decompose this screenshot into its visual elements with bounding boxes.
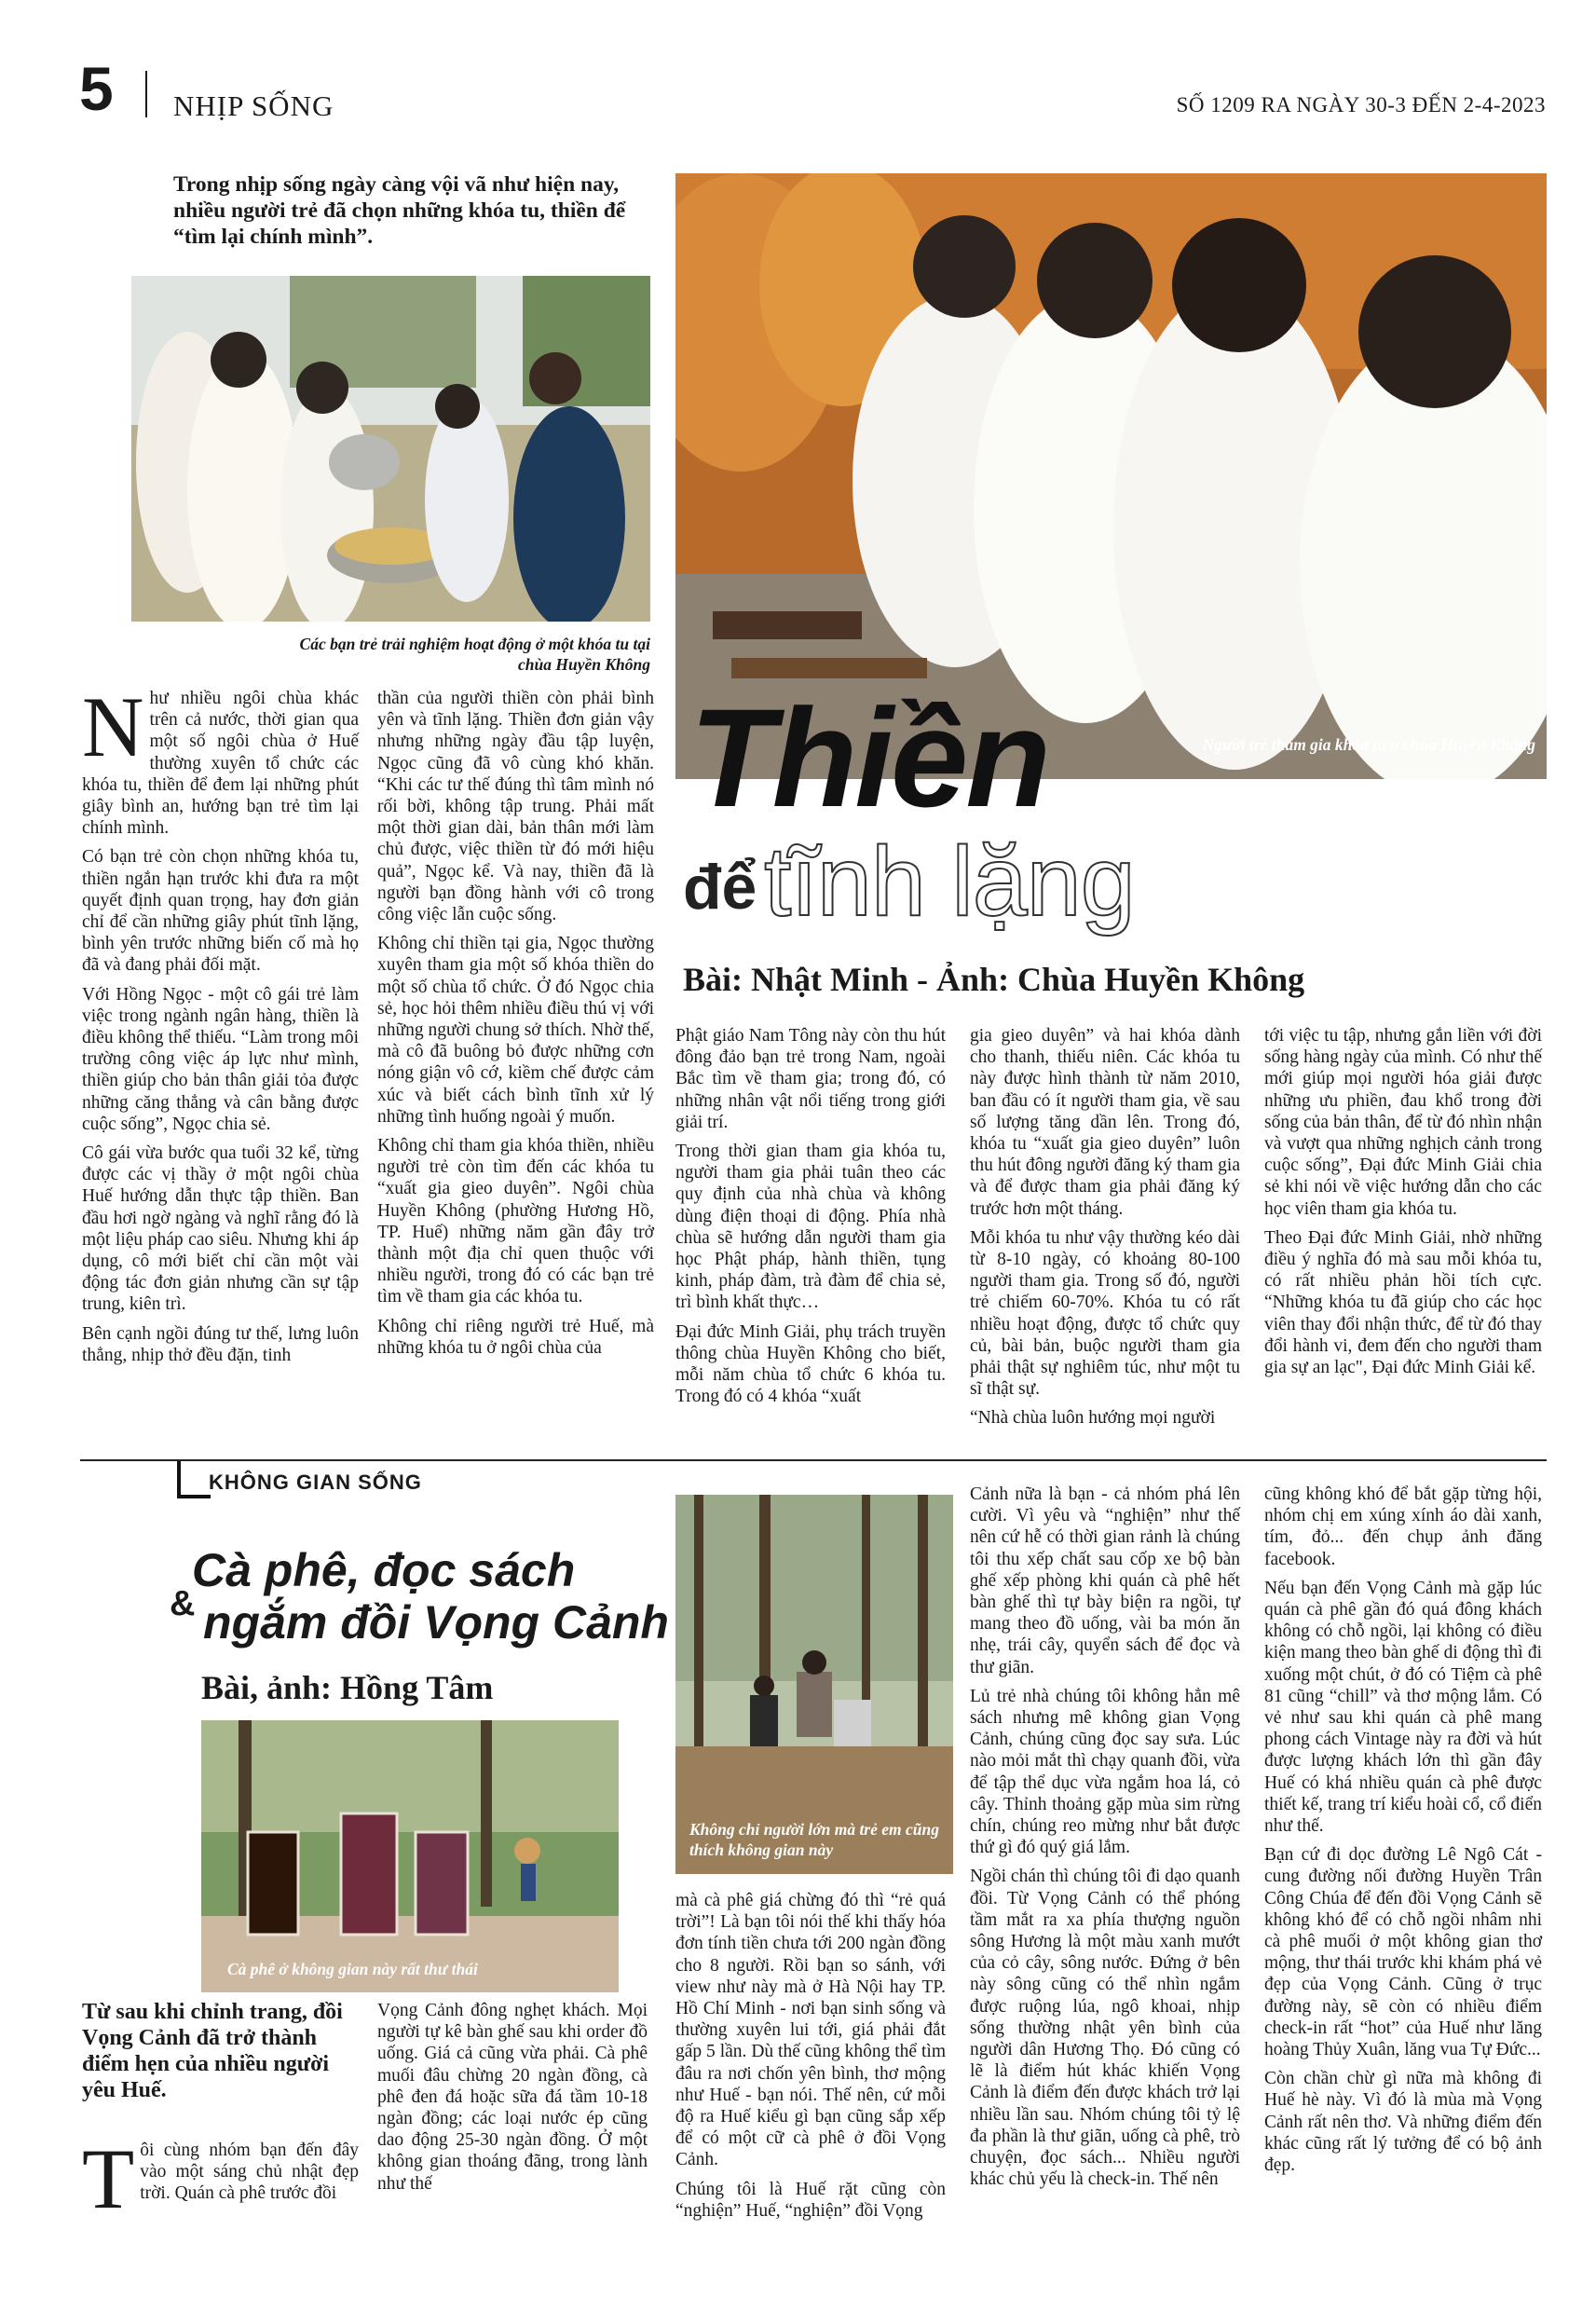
page-number: 5 [79,54,114,123]
paragraph: ôi cùng nhóm bạn đến đây vào một sáng chủ nhật đẹp trời. Quán cà phê trước đồi [140,2141,359,2204]
article2-title-line2: ngắm đồi Vọng Cảnh [203,1596,669,1648]
article2-photo-coffee [201,1720,619,1992]
article2-title-line1: Cà phê, đọc sách [192,1544,576,1596]
article2-byline: Bài, ảnh: Hồng Tâm [201,1669,494,1706]
article1-col1 [82,679,359,1374]
section-divider [80,1459,1547,1461]
paragraph: Nếu bạn đến Vọng Cảnh mà gặp lúc quán cà phê gần đó quá đông khách không có chỗ ngồi, lại không có điều kiện mang theo bàn ghế di động thì đi xuống một chút, ở đó có Tiệm cà phê 81 cũng “chill” và thơ mộng lắm. Có vẻ như sau khi quán cà phê mang phong cách Vintage này ra đời và hút được lượng khách lớn thì gần đây Huế có khá nhiều quán cà phê được thiết kế, trang trí kiểu hoài cổ, cổ điển như thế. [1264,1578,1542,1837]
paragraph: Không chỉ thiền tại gia, Ngọc thường xuyên tham gia một số khóa thiền do một số chùa tổ chức. Ở đó Ngọc chia sẻ, học hỏi thêm nhiều điều thú vị với những người chung sở thích. Nhờ thế, mà cô đã buông bỏ được những cơn nóng giận vô cớ, kiềm chế được cảm xúc và biết cách bình tĩnh xử lý những tình huống ngoài ý muốn. [377,934,654,1127]
article2-photo-forest [675,1495,953,1874]
header-divider [145,71,147,117]
kicker-bracket [177,1461,211,1498]
paragraph: “Nhà chùa luôn hướng mọi người [970,1408,1216,1429]
issue-info: SỐ 1209 RA NGÀY 30-3 ĐẾN 2-4-2023 [1176,93,1546,116]
paragraph: Không chỉ tham gia khóa thiền, nhiều người trẻ còn tìm đến các khóa tu “xuất gia gieo duyên”. Ngôi chùa Huyền Không (phường Hương Hồ, TP. Huế) những năm gần đây trở thành một địa chỉ quen thuộc với nhiều người, trong đó có các bạn trẻ tìm về tham gia các khóa tu. [377,1136,654,1307]
paragraph: tới việc tu tập, nhưng gắn liền với đời sống hàng ngày của mình. Có như thế mới giúp mọi người hóa giải được những ưu phiền, đau khổ trong đời sống của bản thân, để từ đó nhìn nhận và vượt qua những nghịch cảnh trong cuộc sống”, Đại đức Minh Giải chia sẻ khi nói về việc hướng dẫn cho các học viên tham gia khóa tu. [1264,1026,1542,1219]
article2-photo2-caption: Không chỉ người lớn mà trẻ em cũng thích không gian này [689,1820,939,1859]
paragraph: Trong thời gian tham gia khóa tu, người tham gia phải tuân theo các quy định của nhà chùa và không dùng điện thoại di động. Phía nhà chùa sẽ hướng dẫn người tham gia học Phật pháp, hành thiền, tụng kinh, pháp đàm, trà đàm để chia sẻ, trì bình khất thực… [675,1142,946,1313]
paragraph: hư nhiều ngôi chùa khác trên cả nước, thời gian qua một số ngôi chùa ở Huế thường xuyên tổ chức các khóa tu, thiền để đem lại những phút giây bình an, hướng bạn trẻ tìm lại chính mình. [82,689,359,839]
paragraph: Cảnh nữa là bạn - cả nhóm phá lên cười. Vì yêu và “nghiện” như thế nên cứ hễ có thời gian rảnh là chúng tôi thu xếp chất sau cốp xe bộ bàn ghế xếp phòng khi quán cà phê hết bàn ghế thì tự bày biện ra ngồi, tự mang theo đồ uống, vài ba món ăn nhẹ, trái cây, quyển sách để đọc và thư giãn. [970,1484,1240,1677]
paragraph: Bạn cứ đi dọc đường Lê Ngô Cát - cung đường nối đường Huyền Trân Công Chúa để đến đồi Vọng Cảnh sẽ không khó để có chỗ ngồi nhâm nhi cà phê muối ở một không gian thơ mộng, thư thái trước khi khám phá vẻ đẹp của Vọng Cảnh. Cũng ở trục đường này, sẽ còn có nhiều điểm check-in rất “hot” của Huế như lăng hoàng Thủy Xuân, lăng vua Tự Đức... [1264,1845,1542,2060]
article2-kicker: KHÔNG GIAN SỐNG [209,1471,422,1494]
paragraph: mà cà phê giá chừng đó thì “rẻ quá trời”! Là bạn tôi nói thế khi thấy hóa đơn tính tiền chưa tới 200 ngàn đồng cho 8 người. Rồi bạn so sánh, với view như này mà ở Hà Nội hay TP. Hồ Chí Minh - nơi bạn sinh sống và thường xuyên lui tới, giá phải đắt gấp 5 lần. Dù thế cũng không thể tìm đâu ra nơi chốn yên bình, thơ mộng như Huế - bạn nói. Thế nên, cứ mỗi độ ra Huế kiểu gì bạn cũng sắp xếp để có một cữ cà phê ở đồi Vọng Cảnh. [675,1891,946,2170]
article1-dropcap: N [82,679,144,774]
paragraph: Còn chần chừ gì nữa mà không đi Huế hè này. Vì đó là mùa mà Vọng Cảnh rất nên thơ. Và những điểm đến khác cũng rất lý tưởng để có bộ ảnh đẹp. [1264,2069,1542,2176]
paragraph: Không chỉ riêng người trẻ Huế, mà những khóa tu ở ngôi chùa của [377,1316,654,1358]
paragraph: Có bạn trẻ còn chọn những khóa tu, thiền ngắn hạn trước khi đưa ra một quyết định quan trọng, hay đơn giản chỉ để cần những giây phút tĩnh lặng, bình yên trước những biến cố mà họ đã và đang phải đối mặt. [82,847,359,976]
article1-col3 [675,1025,946,1415]
article2-col4 [970,1484,1240,2198]
article2-col3 [675,1890,946,2229]
article1-intro: Trong nhịp sống ngày càng vội vã như hiện nay, nhiều người trẻ đã chọn những khóa tu, thiền để “tìm lại chính mình”. [173,172,626,249]
paragraph: Cô gái vừa bước qua tuổi 32 kể, từng được các vị thầy ở một ngôi chùa Huế hướng dẫn thực tập thiền. Ban đầu hơi ngờ ngàng và nghĩ rằng đó là một liệu pháp cao siêu. Nhưng khi áp dụng, cô mới biết chỉ cần một vài động tác đơn giản nhưng cần sự tập trung, kiên trì. [82,1143,359,1315]
paragraph: cũng không khó để bắt gặp từng hội, nhóm chị em xúng xính áo dài xanh, tím, đỏ... đến chụp ảnh đăng facebook. [1264,1484,1542,1569]
article2-lead: Từ sau khi chỉnh trang, đồi Vọng Cảnh đã trở thành điểm hẹn của nhiều người yêu Huế. [82,2000,343,2102]
section-title: NHỊP SỐNG [173,89,334,122]
paragraph: Mỗi khóa tu như vậy thường kéo dài từ 8-10 ngày, có khoảng 80-100 người tham gia. Trong số đó, người trẻ chiếm 60-70%. Khóa tu có rất nhiều hoạt động, được tổ chức quy củ, bài bản, buộc người tham gia phải thật sự nghiêm túc, như một tu sĩ thật sự. [970,1227,1240,1400]
article1-col5 [1264,1025,1542,1386]
article1-photo1-caption: Các bạn trẻ trải nghiệm hoạt động ở một khóa tu tại chùa Huyền Không [299,635,650,674]
article1-photo-food [131,276,650,622]
paragraph: Bên cạnh ngồi đúng tư thế, lưng luôn thẳng, nhịp thở đều đặn, tinh [82,1323,359,1365]
article1-col2 [377,688,654,1366]
article1-byline: Bài: Nhật Minh - Ảnh: Chùa Huyền Không [683,961,1305,998]
paragraph: Theo Đại đức Minh Giải, nhờ những điều ý nghĩa đó mà sau mỗi khóa tu, có rất nhiều phản hồi tích cực. “Những khóa tu đã giúp cho các học viên thay đổi nhận thức, để từ đó thay đổi hành vi, đem đến cho người tham gia sự an lạc", Đại đức Minh Giải kể. [1264,1227,1542,1378]
paragraph: Lủ trẻ nhà chúng tôi không hẳn mê sách nhưng mê không gian Vọng Cảnh, chúng cũng đọc say sưa. Lúc nào mỏi mắt thì chạy quanh đồi, vừa để tập thể dục vừa ngắm hoa lá, cỏ cây. Thỉnh thoảng gặp mùa sim rừng chín, chúng reo mừng như bắt được thứ gì đó quý giá lắm. [970,1686,1240,1858]
article1-title-sub: tĩnh lặng [764,827,1135,937]
article1-col4 [970,1025,1240,1437]
article2-col1 [82,2131,359,2226]
paragraph: thần của người thiền còn phải bình yên và tĩnh lặng. Thiền đơn giản vậy nhưng những ngày đầu tập luyện, Ngọc cũng đã vô cùng khó khăn. “Khi các tư thế đúng thì tâm mình nó rối bời, không tập trung. Phải mất một thời gian dài, bản thân mới làm chủ được, việc thiền từ đó mới hiệu quả”, Ngọc kể. Và nay, thiền đã là người bạn đồng hành với cô trong công việc lẫn cuộc sống. [377,689,654,925]
paragraph: Đại đức Minh Giải, phụ trách truyền thông chùa Huyền Không cho biết, mỗi năm chùa tổ chức 6 khóa tu. Trong đó có 4 khóa “xuất [675,1321,946,1407]
article1-photo2-caption: Người trẻ tham gia khóa tu ở chùa Huyền Không [1202,735,1535,754]
paragraph: gia gieo duyên” và hai khóa dành cho thanh, thiếu niên. Các khóa tu này được hình thành từ năm 2010, ban đầu có ít người tham gia, về sau số lượng tăng dần lên. Trong đó, khóa tu “xuất gia gieo duyên” luôn thu hút đông người đăng ký tham gia và để được tham gia phải đăng ký trước hơn một tháng. [970,1026,1240,1219]
article2-col5 [1264,1484,1542,2183]
paragraph: Ngồi chán thì chúng tôi đi dạo quanh đồi. Từ Vọng Cảnh có thể phóng tầm mắt ra xa phía thượng nguồn sông Hương là một màu xanh mướt của cỏ cây, sông nước. Đứng ở bên này sông cũng có thể nhìn ngắm được ruộng lúa, ngô khoai, nhịp sống thường nhật yên bình của người dân Hương Thọ. Đó cũng có lẽ là điểm hút khác khiến Vọng Cảnh là điểm đến được khách trở lại nhiều lần sau. Nhóm chúng tôi tỷ lệ đa phần là thư giãn, uống cà phê, trò chuyện, đọc sách... Nhiều người khác chủ yếu là check-in. Thế nên [970,1867,1240,2190]
article2-dropcap: T [82,2131,135,2226]
paragraph: Với Hồng Ngọc - một cô gái trẻ làm việc trong ngành ngân hàng, thiền là điều không thể thiếu. “Làm trong môi trường công việc áp lực như mình, thiền giúp cho bản thân giải tỏa được những căng thẳng và cân bằng được cuộc sống”, Ngọc chia sẻ. [82,984,359,1134]
article2-title-amp: & [170,1584,196,1623]
article1-title: Thiền [689,679,1048,836]
article2-photo1-caption: Cà phê ở không gian này rất thư thái [227,1960,478,1978]
paragraph: Vọng Cảnh đông nghẹt khách. Mọi người tự kê bàn ghế sau khi order đồ uống. Giá cả cũng vừa phải. Cà phê muối đâu chừng 20 ngàn đồng, cà phê đen đá hoặc sữa đá tầm 10-18 ngàn đồng; các loại nước ép cũng dao động 25-30 ngàn đồng. Ở một không gian thoáng đãng, trong lành như thế [377,2001,648,2194]
paragraph: Chúng tôi là Huế rặt cũng còn “nghiện” Huế, “nghiện” đồi Vọng [675,2179,946,2221]
article2-col2 [377,2000,648,2202]
paragraph: Phật giáo Nam Tông này còn thu hút đông đảo bạn trẻ trong Nam, ngoài Bắc tìm về tham gia; trong đó, có những nhân vật nổi tiếng trong giới giải trí. [675,1026,946,1132]
article1-title-de: để [683,852,757,923]
